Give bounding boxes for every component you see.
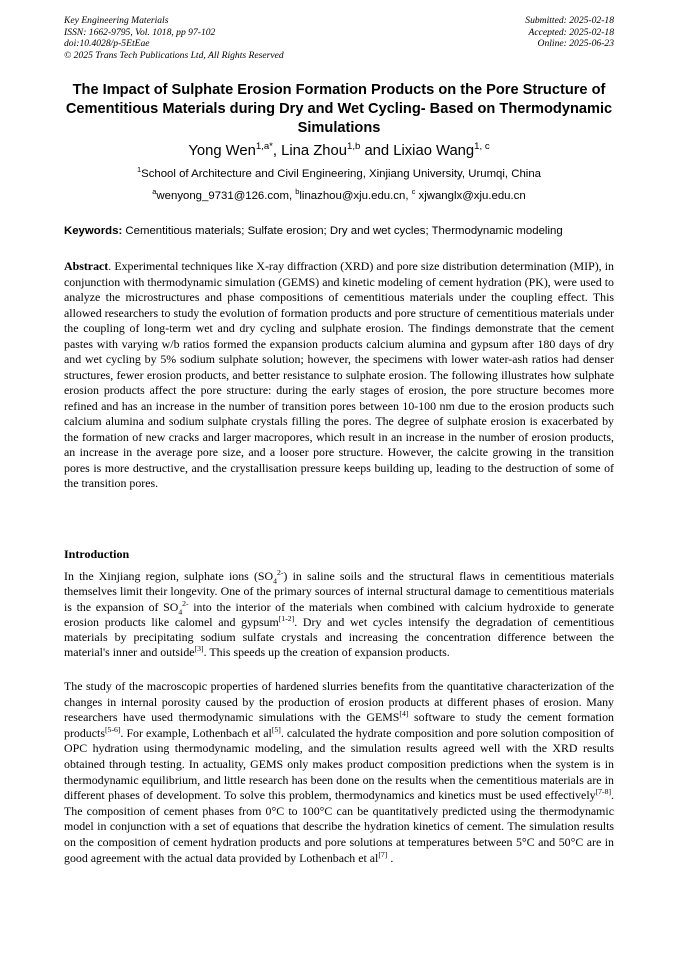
paragraph-text: In the Xinjiang region, sulphate ions (SO [64,569,274,583]
paper-title: The Impact of Sulphate Erosion Formation Products on the Pore Structure of Cementitious Materials during Dry and Wet Cycling- Based on Thermodynamic Simulations [65,82,613,136]
email-link[interactable]: wenyong_9731@126.com, [156,190,296,202]
author-separator: and [360,143,394,159]
paragraph-text: . Dry and wet cycles intensify the degradation of cementitious materials by precipitating sodium sulfate crystals and increasing the concentration difference between the material's inner and outside [64,614,615,660]
author-affiliation-mark: 1, c [474,141,490,153]
affiliation-text: School of Architecture and Civil Engineering, Xinjiang University, Urumqi, China [141,168,542,180]
affiliation [0,166,678,182]
citation-ref[interactable]: [7-8] [595,787,612,797]
keywords-label: Keywords: [64,225,123,237]
section-heading-introduction: Introduction [64,547,130,561]
email-mark: b [295,187,300,197]
citation-ref[interactable]: [1-2] [278,613,295,623]
introduction-paragraph-2 [64,679,614,866]
paragraph-text: ) in saline soils and the structural flaws in cementitious materials themselves limit their longevity. One of the primary sources of internal structural damage to cementitious materials is the expansion of SO [64,569,614,614]
paragraph-text: software to study the cement formation products [64,710,614,740]
accepted-date: Accepted: 2025-02-18 [528,26,614,38]
paragraph-text: The study of the macroscopic properties of hardened slurries benefits from the quantitative characterization of the changes in internal porosity caused by the production of erosion products at different phases of erosion. Many researchers have used thermodynamic simulations with the GEMS [64,679,614,725]
citation-ref[interactable]: [5] [271,724,281,734]
superscript: 2- [276,568,284,578]
citation-ref[interactable]: [3] [194,644,204,654]
author-affiliation-mark: 1,a* [255,141,273,153]
paragraph-text: . This speeds up the creation of expansion products. [203,645,450,660]
email-mark: c [411,187,416,197]
keywords-text: Cementitious materials; Sulfate erosion; Dry and wet cycles; Thermodynamic modeling [122,225,563,237]
abstract [64,259,614,492]
copyright-line: © 2025 Trans Tech Publications Ltd, All Rights Reserved [64,49,284,61]
submitted-date: Submitted: 2025-02-18 [525,15,614,26]
paragraph-text: . calculated the hydrate composition and pore solution composition of OPC hydration using thermodynamic modeling, and the simulation results agreed well with the XRD results obtained through testing. In actuality, GEMS only makes product composition predictions when the system is in thermodynamic equilibrium, and little research has been done on the results when the cementitious materials are in different phases of development. To solve this problem, thermodynamics and kinetics must be used effectively [64,725,614,803]
abstract-text: . Experimental techniques like X-ray diffraction (XRD) and pore size distribution determination (MIP), in conjunction with thermodynamic simulation (GEMS) and kinetic modeling of cement hydration (PK), were used to analyze the microstructures and phase compositions of cementitious materials under the coupling effect. This allowed researchers to study the evolution of formation products and pore structure of cementitious materials under the coupling of long-term wet and dry cycling and sulphate erosion. The findings demonstrate that the cement pastes with varying w/b ratios formed the expansion products calcium alumina and gypsum after 180 days of dry and wet cycling by 5% sodium sulphate solution; however, the specimens with lower water-ash ratios had denser structures, fewer erosion products, and better resistance to sulphate erosion. The following illustrates how sulphate erosion products affect the pore structure: during the early stages of erosion, the pore structure becomes more refined and has an increase in the number of transition pores between 10-100 nm due to the erosion products such calcium alumina and sodium sulphate crystals filling the pores. The degree of sulphate erosion is exacerbated by the formation of new cracks and larger macropores, which result in an increase in the number of erosion products, an increase in the average pore size, and a looser pore structure. However, the calcite growing in the transition pores is more destructive, and the crystallisation pressure keeps building up, leading to the destruction of some of the transition pores. [64,259,614,490]
keywords [64,223,620,239]
email-link[interactable]: linazhou@xju.edu.cn, [299,190,412,202]
doi-line[interactable]: doi:10.4028/p-5EtEae [64,38,150,50]
email-link[interactable]: xjwanglx@xju.edu.cn [415,190,526,202]
online-date: Online: 2025-06-23 [537,38,614,50]
author-name: Lina Zhou [281,143,347,159]
journal-name: Key Engineering Materials [64,15,169,26]
introduction-paragraph-1 [64,569,614,661]
paragraph-text: into the interior of the materials when combined with calcium hydroxide to generate erosion products like calomel and gypsum [64,599,614,629]
publication-dates [525,15,614,50]
subscript: 4 [273,576,277,586]
citation-ref[interactable]: [4] [399,709,409,719]
subscript: 4 [178,606,183,616]
superscript: 2- [182,598,189,608]
citation-ref[interactable]: [7] [378,849,388,859]
author-list [0,141,678,161]
issn-line: ISSN: 1662-9795, Vol. 1018, pp 97-102 [64,26,216,38]
author-name: Yong Wen [188,143,256,159]
author-separator: , [272,143,282,159]
author-emails [0,188,678,204]
abstract-label: Abstract [64,259,109,273]
citation-ref[interactable]: [5-6] [104,724,121,734]
paragraph-text: . The composition of cement phases from 0°C to 100°C can be quantitatively predicted using the thermodynamic model in conjunction with a set of equations that describe the hydration kinetics of cement. The simulation results on the composition of cement hydration products and pore solutions at temperatures between 5°C and 50°C are in good agreement with the actual data provided by Lothenbach et al [64,788,614,865]
email-mark: a [152,187,157,197]
journal-info [64,15,284,61]
author-affiliation-mark: 1,b [346,141,361,153]
author-name: Lixiao Wang [393,143,475,159]
affiliation-mark: 1 [136,165,142,175]
paragraph-text: . For example, Lothenbach et al [120,725,272,740]
paragraph-text: . [387,850,394,865]
